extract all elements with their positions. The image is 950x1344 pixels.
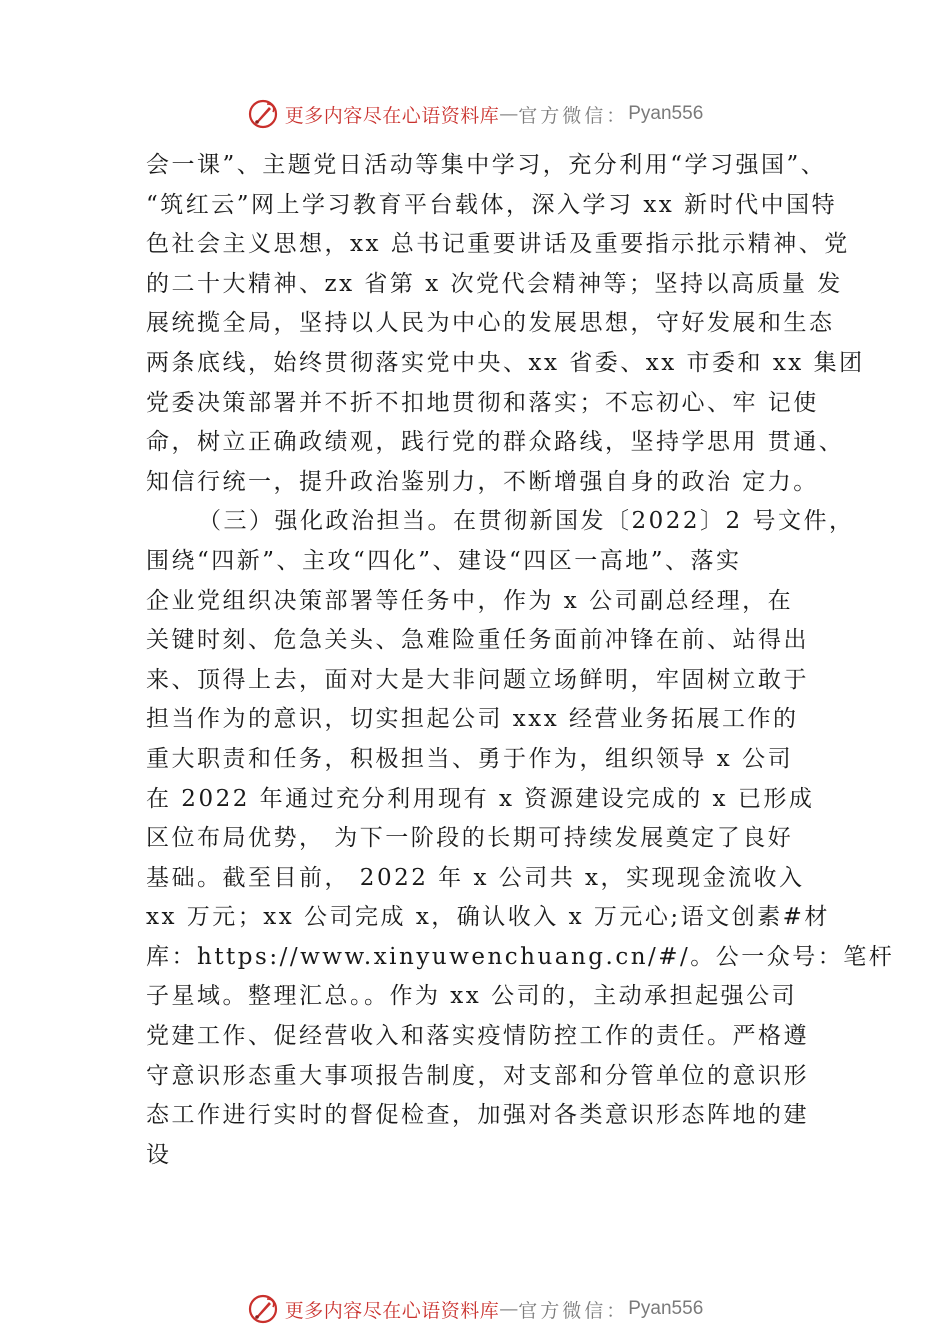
header-wechat-id: Pyan556 [628,103,704,124]
quill-seal-icon [247,1293,279,1325]
footer-dash: — [499,1298,519,1320]
text-line: 区位布局优势， 为下一阶段的长期可持续发展奠定了良好 [146,825,794,852]
text-line: 知信行统一，提升政治鉴别力，不断增强自身的政治 定力。 [146,468,819,495]
text-line: 基础。截至目前， 2022 年 x 公司共 x，实现现金流收入 [146,864,805,891]
text-line: 会一课”、主题党日活动等集中学习，充分利用“学习强国”、 [146,152,827,178]
text-line: 在 2022 年通过充分利用现有 x 资源建设完成的 x 已形成 [146,785,815,812]
text-line: 企业党组织决策部署等任务中，作为 x 公司副总经理，在 [146,587,794,614]
text-line: 的二十大精神、zx 省第 x 次党代会精神等；坚持以高质量 发 [146,270,843,297]
header-watermark [0,96,950,132]
text-line: 子星域。整理汇总。。作为 xx 公司的，主动承担起强公司 [146,983,798,1010]
quill-seal-icon [247,98,279,130]
text-line: 两条底线，始终贯彻落实党中央、xx 省委、xx 市委和 xx 集团 [146,349,865,376]
header-wechat-label: 官方微信： [518,104,629,127]
text-line: 重大职责和任务，积极担当、勇于作为，组织领导 x 公司 [146,745,794,772]
text-line: 命，树立正确政绩观，践行党的群众路线，坚持学思用 贯通、 [146,429,845,456]
text-line: 关键时刻、危急关头、急难险重任务面前冲锋在前、站得出 [146,627,809,654]
text-line: 党建工作、促经营收入和落实疫情防控工作的责任。严格遵 [146,1023,809,1050]
document-body [146,146,895,1175]
text-line: 担当作为的意识，切实担起公司 xxx 经营业务拓展工作的 [146,706,799,733]
text-line: 党委决策部署并不折不扣地贯彻和落实；不忘初心、牢 记使 [146,389,819,416]
footer-wechat-id: Pyan556 [628,1298,704,1319]
footer-wechat-label: 官方微信： [518,1299,629,1322]
text-line: 围绕“四新”、主攻“四化”、建设“四区一高地”、落实 [146,547,742,574]
header-site-text: 更多内容尽在心语资料库 [284,104,500,127]
text-line: 展统揽全局，坚持以人民为中心的发展思想，守好发展和生态 [146,310,835,337]
text-line: 设 [146,1141,172,1168]
footer-site-text: 更多内容尽在心语资料库 [284,1299,500,1322]
text-line: “筑红云”网上学习教育平台载体，深入学习 xx 新时代中国特 [146,191,838,218]
text-line: 守意识形态重大事项报告制度，对支部和分管单位的意识形 [146,1062,809,1089]
text-line: 来、顶得上去，面对大是大非问题立场鲜明，牢固树立敢于 [146,666,809,693]
text-line: xx 万元；xx 公司完成 x，确认收入 x 万元心;语文创素#材 [146,904,830,931]
section-heading-line: （三）强化政治担当。在贯彻新国发〔2022〕2 号文件， [198,508,855,535]
header-dash: — [499,103,519,125]
text-line: 库：https://www.xinyuwenchuang.cn/#/。公一众号：笔杆 [146,943,895,970]
text-line: 态工作进行实时的督促检查，加强对各类意识形态阵地的建 [146,1102,809,1129]
text-line: 色社会主义思想，xx 总书记重要讲话及重要指示批示精神、党 [146,231,850,258]
footer-watermark [0,1291,950,1327]
